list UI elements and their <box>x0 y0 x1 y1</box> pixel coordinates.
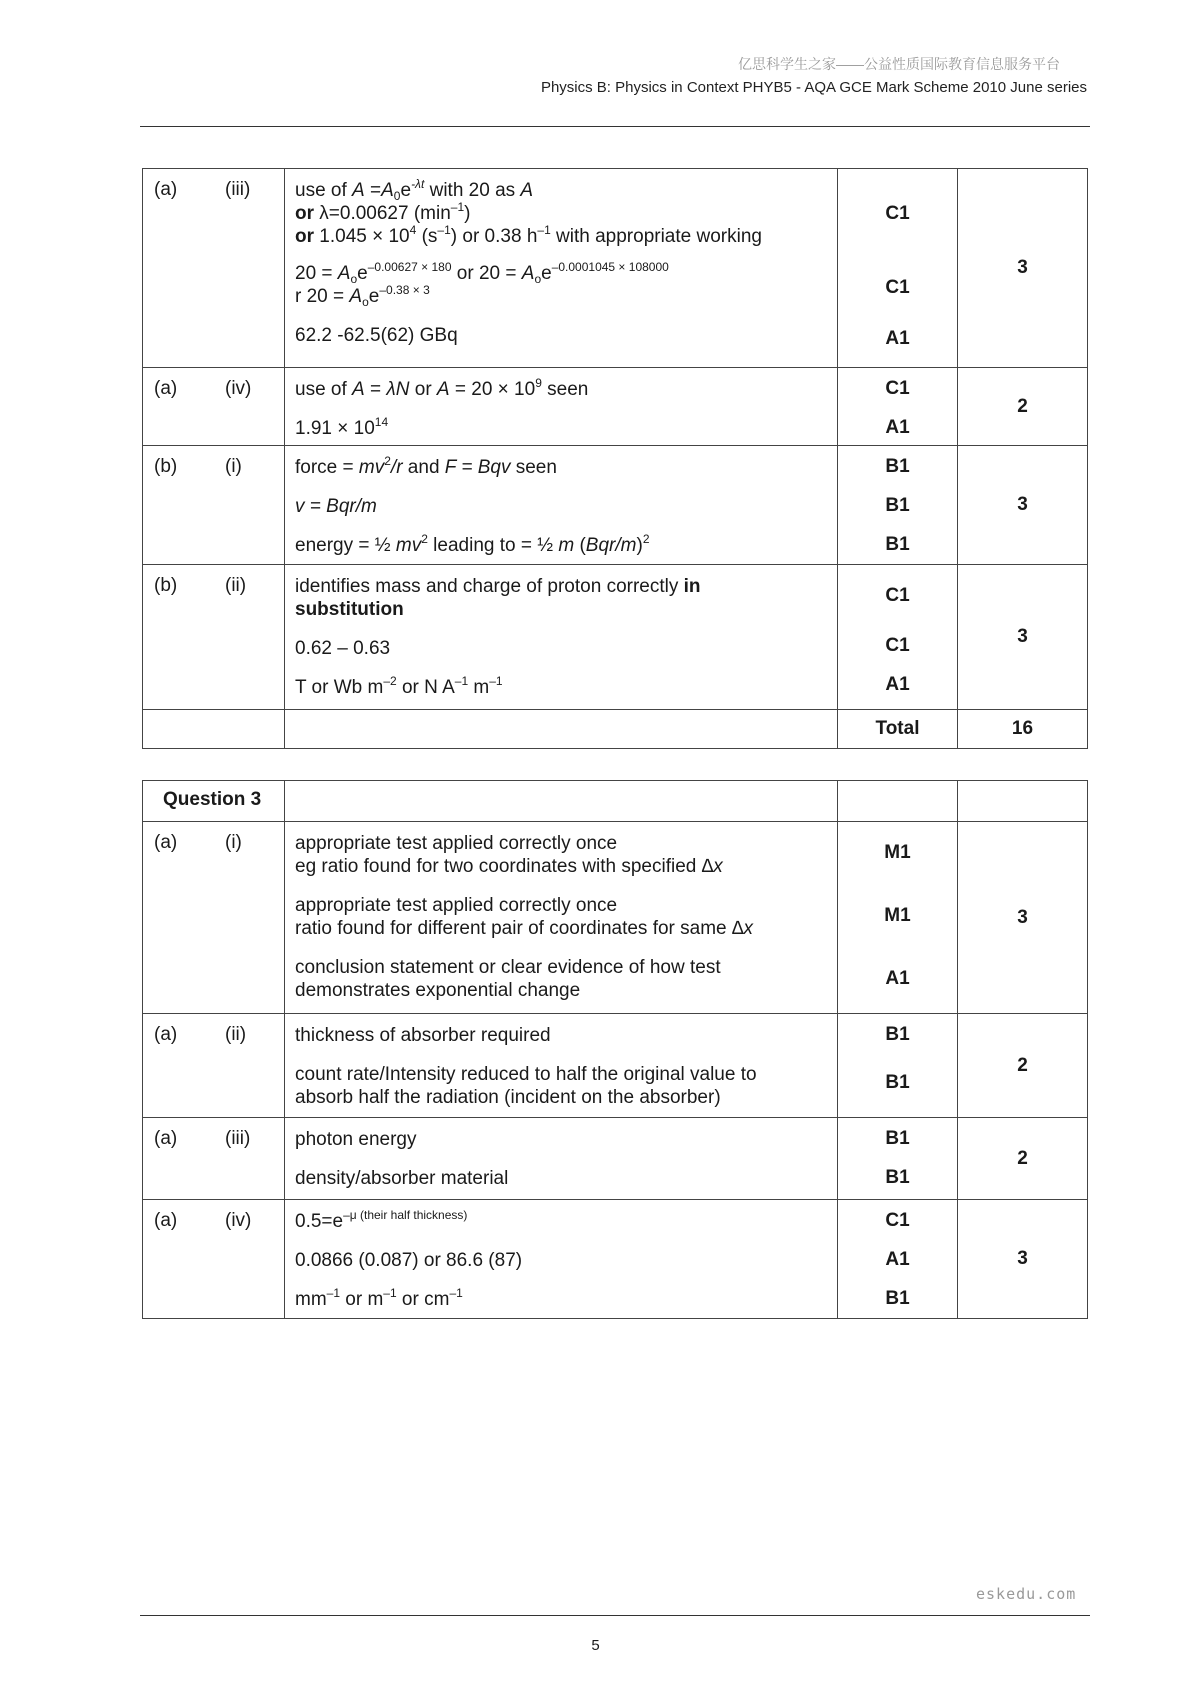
answer-cell <box>285 1118 838 1200</box>
answer-line: appropriate test applied correctly once <box>295 833 618 854</box>
mark-code: A1 <box>885 417 910 438</box>
table-row <box>143 446 1088 565</box>
answer-line: 0.62 – 0.63 <box>295 638 391 659</box>
answer-line: photon energy <box>295 1129 417 1150</box>
table-row-total <box>143 710 1088 749</box>
part-cell <box>143 446 285 565</box>
answer-cell <box>285 1200 838 1319</box>
answer-cell <box>285 1014 838 1118</box>
answer-line: thickness of absorber required <box>295 1025 551 1046</box>
subpart-label: (iv) <box>225 1210 252 1231</box>
empty-cell <box>838 781 958 822</box>
part-cell <box>143 169 285 368</box>
empty-cell <box>143 710 285 749</box>
part-label: (a) <box>154 1128 178 1149</box>
empty-cell <box>285 781 838 822</box>
answer-line: use of A = λN or $A = 20 \times 10^9$ seen <box>295 376 589 400</box>
answer-line: $mm^{-1}$ or $m^{-1}$ or $cm^{-1}$ <box>295 1286 463 1310</box>
marks-cell <box>838 565 958 710</box>
part-label: (a) <box>154 179 178 200</box>
header-site-name: 亿思科学生之家——公益性质国际教育信息服务平台 <box>738 56 1060 72</box>
answer-line: r $20 = A_oe^{-0.38 \times 3}$ <box>295 283 430 309</box>
subpart-label: (iv) <box>225 378 252 399</box>
part-label: (a) <box>154 1024 178 1045</box>
subpart-label: (i) <box>225 456 242 477</box>
mark-code: C1 <box>885 277 910 298</box>
answer-line: count rate/Intensity reduced to half the original value to <box>295 1064 757 1085</box>
footer-divider <box>140 1615 1090 1616</box>
mark-code: C1 <box>885 635 910 656</box>
subpart-label: (i) <box>225 832 242 853</box>
subpart-label: (iii) <box>225 179 251 200</box>
part-cell <box>143 822 285 1014</box>
header-divider <box>140 126 1090 127</box>
subpart-label: (iii) <box>225 1128 251 1149</box>
subtotal-cell: 2 <box>958 1118 1088 1200</box>
answer-line: conclusion statement or clear evidence of how test <box>295 957 721 978</box>
table-row <box>143 565 1088 710</box>
answer-line: appropriate test applied correctly once <box>295 895 618 916</box>
subtotal-cell: 3 <box>958 822 1088 1014</box>
part-cell <box>143 1118 285 1200</box>
mark-scheme-table-q3 <box>142 780 1088 1319</box>
mark-code: B1 <box>885 1024 910 1045</box>
answer-line: $20 = A_oe^{-0.00627 \times 180}$ or $20 = A_oe^{-0.0001045 \times 108000}$ <box>295 260 669 286</box>
subtotal-cell: 3 <box>958 565 1088 710</box>
mark-code: C1 <box>885 203 910 224</box>
table-row-heading <box>143 781 1088 822</box>
answer-line: $1.91 \times 10^{14}$ <box>295 415 389 439</box>
answer-line: density/absorber material <box>295 1168 509 1189</box>
empty-cell <box>285 710 838 749</box>
part-label: (a) <box>154 832 178 853</box>
part-label: (b) <box>154 575 178 596</box>
subtotal-cell: 3 <box>958 169 1088 368</box>
watermark: eskedu.com <box>976 1585 1077 1603</box>
answer-line: $0.5=e^{-\mu (their half thickness)}$ <box>295 1208 468 1232</box>
answer-line: substitution <box>295 599 404 620</box>
part-cell <box>143 1014 285 1118</box>
mark-code: C1 <box>885 1210 910 1231</box>
answer-cell <box>285 446 838 565</box>
answer-line: 0.0866 (0.087) or 86.6 (87) <box>295 1250 523 1271</box>
table-row <box>143 169 1088 368</box>
table-row <box>143 822 1088 1014</box>
mark-code: M1 <box>884 905 911 926</box>
table-row <box>143 368 1088 446</box>
mark-code: B1 <box>885 456 910 477</box>
total-label: Total <box>838 710 958 749</box>
part-cell <box>143 565 285 710</box>
mark-code: A1 <box>885 674 910 695</box>
answer-line: 62.2 -62.5(62) GBq <box>295 325 458 346</box>
answer-line: absorb half the radiation (incident on the absorber) <box>295 1087 721 1108</box>
mark-code: B1 <box>885 1128 910 1149</box>
empty-cell <box>958 781 1088 822</box>
mark-code: B1 <box>885 1288 910 1309</box>
part-label: (b) <box>154 456 178 477</box>
answer-line: or $1.045 \times 10^4$ $(s^{-1})$ or 0.38 $h^{-1}$ with appropriate working <box>295 223 762 247</box>
part-cell <box>143 1200 285 1319</box>
subtotal-cell: 2 <box>958 368 1088 446</box>
mark-code: B1 <box>885 534 910 555</box>
answer-line: T or Wb $m^{-2}$ or N $A^{-1}$ $m^{-1}$ <box>295 674 503 698</box>
marks-cell <box>838 368 958 446</box>
mark-code: M1 <box>884 842 911 863</box>
subtotal-cell: 3 <box>958 1200 1088 1319</box>
total-value: 16 <box>958 710 1088 749</box>
answer-cell <box>285 822 838 1014</box>
part-label: (a) <box>154 1210 178 1231</box>
mark-code: B1 <box>885 1167 910 1188</box>
marks-cell <box>838 822 958 1014</box>
marks-cell <box>838 1118 958 1200</box>
table-row <box>143 1200 1088 1319</box>
document-title: Physics B: Physics in Context PHYB5 - AQA GCE Mark Scheme 2010 June series <box>540 79 1087 96</box>
answer-cell <box>285 368 838 446</box>
answer-line: energy = ½ $mv^2$ leading to = ½ m $(Bqr/m)^2$ <box>295 532 650 556</box>
part-cell <box>143 368 285 446</box>
answer-line: identifies mass and charge of proton correctly in <box>295 576 701 597</box>
marks-cell <box>838 1014 958 1118</box>
subpart-label: (ii) <box>225 1024 247 1045</box>
mark-code: C1 <box>885 378 910 399</box>
marks-cell <box>838 446 958 565</box>
marks-cell <box>838 169 958 368</box>
subtotal-cell: 2 <box>958 1014 1088 1118</box>
page-number: 5 <box>591 1637 600 1654</box>
subpart-label: (ii) <box>225 575 247 596</box>
answer-line: use of $A =A_0e^{-\lambda t}$ with 20 as A <box>295 177 534 203</box>
answer-cell <box>285 169 838 368</box>
answer-line: demonstrates exponential change <box>295 980 581 1001</box>
subtotal-cell: 3 <box>958 446 1088 565</box>
mark-code: B1 <box>885 495 910 516</box>
answer-line: v = Bqr/m <box>295 496 377 517</box>
part-label: (a) <box>154 378 178 399</box>
table-row <box>143 1118 1088 1200</box>
mark-scheme-table-q2 <box>142 168 1088 749</box>
mark-code: B1 <box>885 1072 910 1093</box>
marks-cell <box>838 1200 958 1319</box>
mark-code: A1 <box>885 1249 910 1270</box>
answer-line: or λ=0.00627 $(\min^{-1})$ <box>295 200 471 224</box>
question-heading: Question 3 <box>143 781 285 822</box>
table-row <box>143 1014 1088 1118</box>
answer-line: force = $mv^2/r$ and F = Bqv seen <box>295 454 557 478</box>
mark-code: C1 <box>885 585 910 606</box>
answer-line: eg ratio found for two coordinates with specified ∆x <box>295 856 723 877</box>
answer-line: ratio found for different pair of coordinates for same ∆x <box>295 918 754 939</box>
answer-cell <box>285 565 838 710</box>
mark-code: A1 <box>885 328 910 349</box>
mark-code: A1 <box>885 968 910 989</box>
